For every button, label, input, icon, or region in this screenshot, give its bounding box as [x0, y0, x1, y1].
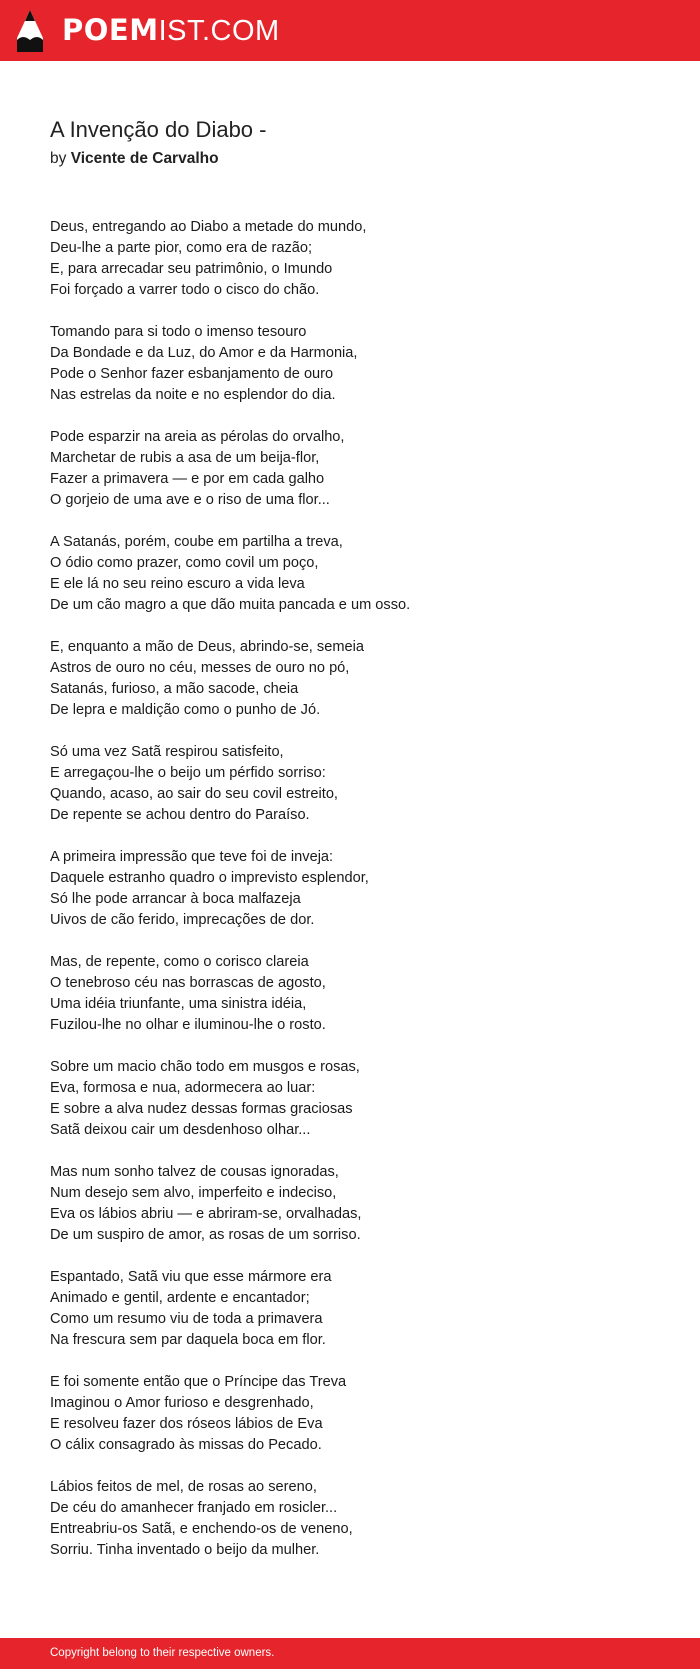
poem-line: Na frescura sem par daquela boca em flor.: [50, 1332, 326, 1348]
poem-line: Animado e gentil, ardente e encantador;: [50, 1290, 310, 1306]
poem-line: Daquele estranho quadro o imprevisto esplendor,: [50, 870, 369, 886]
poem-line: Satã deixou cair um desdenhoso olhar...: [50, 1122, 311, 1138]
poem-line: Satanás, furioso, a mão sacode, cheia: [50, 681, 299, 697]
byline: [50, 148, 219, 170]
poem-line: Espantado, Satã viu que esse mármore era: [50, 1269, 332, 1285]
site-header: [0, 0, 700, 61]
poem-stanza: [50, 847, 670, 931]
poem-line: Fazer a primavera — e por em cada galho: [50, 471, 325, 487]
poem-line: Fuzilou-lhe no olhar e iluminou-lhe o rosto.: [50, 1017, 326, 1033]
poem-line: Eva, formosa e nua, adormecera ao luar:: [50, 1080, 316, 1096]
poem-stanza: [50, 217, 670, 301]
poem-line: Eva os lábios abriu — e abriram-se, orvalhadas,: [50, 1206, 362, 1222]
poem-line: E, para arrecadar seu patrimônio, o Imundo: [50, 261, 333, 277]
poem-line: Imaginou o Amor furioso e desgrenhado,: [50, 1395, 314, 1411]
poem-line: Da Bondade e da Luz, do Amor e da Harmonia,: [50, 345, 358, 361]
poem-stanza: [50, 322, 670, 406]
poem-line: Num desejo sem alvo, imperfeito e indeciso,: [50, 1185, 337, 1201]
poem-stanza: [50, 1477, 670, 1561]
poem-line: Como um resumo viu de toda a primavera: [50, 1311, 323, 1327]
poem-stanza: [50, 637, 670, 721]
poem-line: Nas estrelas da noite e no esplendor do dia.: [50, 387, 336, 403]
poem-line: Pode esparzir na areia as pérolas do orvalho,: [50, 429, 345, 445]
poem-line: E resolveu fazer dos róseos lábios de Eva: [50, 1416, 323, 1432]
poem-stanza: [50, 1162, 670, 1246]
poem-line: E arregaçou-lhe o beijo um pérfido sorriso:: [50, 765, 326, 781]
poem-line: De céu do amanhecer franjado em rosicler...: [50, 1500, 338, 1516]
poem-line: Entreabriu-os Satã, e enchendo-os de veneno,: [50, 1521, 353, 1537]
poem-line: O tenebroso céu nas borrascas de agosto,: [50, 975, 326, 991]
poem-line: Quando, acaso, ao sair do seu covil estreito,: [50, 786, 338, 802]
poem-line: Mas, de repente, como o corisco clareia: [50, 954, 309, 970]
poem-line: Marchetar de rubis a asa de um beija-flor,: [50, 450, 320, 466]
poem-line: Astros de ouro no céu, messes de ouro no pó,: [50, 660, 350, 676]
poem-line: Deu-lhe a parte pior, como era de razão;: [50, 240, 313, 256]
poem-line: Só uma vez Satã respirou satisfeito,: [50, 744, 284, 760]
poem-line: A Satanás, porém, coube em partilha a treva,: [50, 534, 343, 550]
poem-line: O cálix consagrado às missas do Pecado.: [50, 1437, 322, 1453]
poem-line: Uivos de cão ferido, imprecações de dor.: [50, 912, 315, 928]
poem-stanza: [50, 1372, 670, 1456]
poem-stanza: [50, 1057, 670, 1141]
site-logo[interactable]: [62, 12, 280, 48]
poem-line: De repente se achou dentro do Paraíso.: [50, 807, 310, 823]
poem-line: Uma idéia triunfante, uma sinistra idéia,: [50, 996, 307, 1012]
author-link[interactable]: Vicente de Carvalho: [70, 150, 219, 167]
site-name-bold: POEM: [62, 13, 159, 47]
poem-line: Sorriu. Tinha inventado o beijo da mulher.: [50, 1542, 320, 1558]
poem-line: E foi somente então que o Príncipe das Treva: [50, 1374, 347, 1390]
poem-line: E, enquanto a mão de Deus, abrindo-se, semeia: [50, 639, 364, 655]
poem-line: De um suspiro de amor, as rosas de um sorriso.: [50, 1227, 361, 1243]
copyright-notice: Copyright belong to their respective owners.: [50, 1647, 275, 1659]
poem-line: Pode o Senhor fazer esbanjamento de ouro: [50, 366, 334, 382]
poem-line: Tomando para si todo o imenso tesouro: [50, 324, 307, 340]
poem-line: Deus, entregando ao Diabo a metade do mundo,: [50, 219, 367, 235]
poem-line: De um cão magro a que dão muita pancada e um osso.: [50, 597, 411, 613]
poem-line: Lábios feitos de mel, de rosas ao sereno,: [50, 1479, 317, 1495]
site-footer: [0, 1638, 700, 1669]
poem-line: Foi forçado a varrer todo o cisco do chão.: [50, 282, 320, 298]
poem-stanza: [50, 952, 670, 1036]
poem-line: Sobre um macio chão todo em musgos e rosas,: [50, 1059, 360, 1075]
by-label: by: [50, 150, 67, 167]
poem-line: E sobre a alva nudez dessas formas graciosas: [50, 1101, 353, 1117]
poem-stanza: [50, 532, 670, 616]
poem-line: Só lhe pode arrancar à boca malfazeja: [50, 891, 301, 907]
site-name-light: IST.COM: [158, 15, 280, 47]
poem-line: A primeira impressão que teve foi de inveja:: [50, 849, 334, 865]
poem-stanza: [50, 1267, 670, 1351]
poem-stanza: [50, 427, 670, 511]
poem-title: A Invenção do Diabo -: [50, 117, 267, 142]
poem-line: De lepra e maldição como o punho de Jó.: [50, 702, 321, 718]
poem-line: Mas num sonho talvez de cousas ignoradas,: [50, 1164, 339, 1180]
poem-stanza: [50, 742, 670, 826]
poem-line: O ódio como prazer, como covil um poço,: [50, 555, 319, 571]
poem-line: E ele lá no seu reino escuro a vida leva: [50, 576, 305, 592]
pencil-icon[interactable]: [16, 10, 44, 52]
poem-body: [50, 217, 670, 1582]
poem-line: O gorjeio de uma ave e o riso de uma flor...: [50, 492, 330, 508]
